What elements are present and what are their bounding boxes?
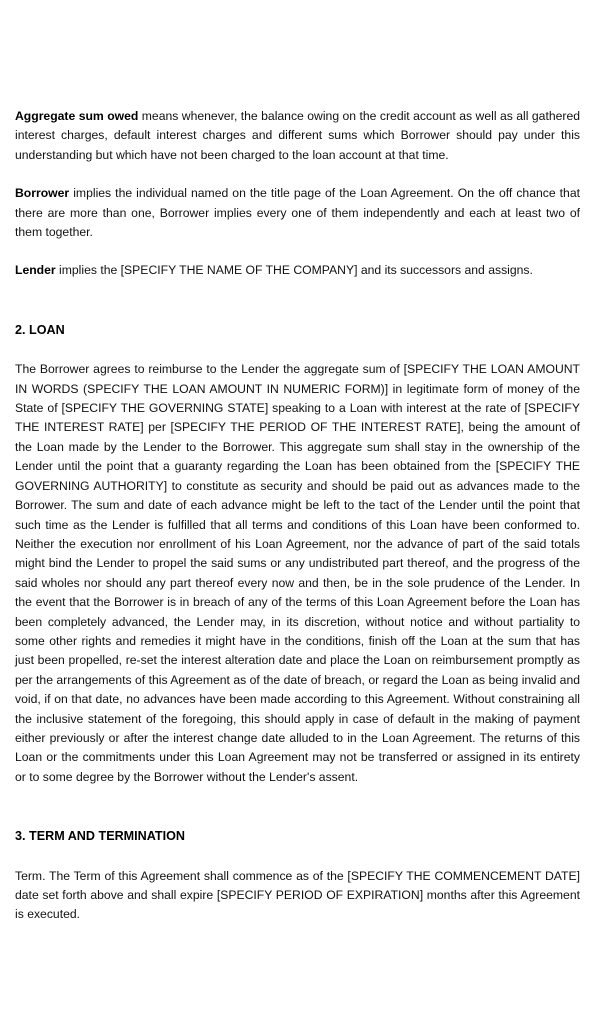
document-content (15, 107, 580, 925)
definition-term: Lender (15, 263, 56, 278)
definition-term: Borrower (15, 186, 70, 201)
section-body-term: Term. The Term of this Agreement shall commence as of the [SPECIFY THE COMMENCEMENT DATE] date set forth above and shall expire [SPECIFY PERIOD OF EXPIRATION] months after this Agreement is executed. (15, 868, 580, 922)
definition-text: means whenever, the balance owing on the credit account as well as all gathered interest charges, default interest charges and different sums which Borrower should pay under this understanding but which have not been charged to the loan account at that time. (15, 109, 580, 162)
definition-text: implies the [SPECIFY THE NAME OF THE COMPANY] and its successors and assigns. (55, 263, 533, 278)
definition-borrower (15, 184, 580, 242)
definition-text: implies the individual named on the title page of the Loan Agreement. On the off chance that there are more than one, Borrower implies every one of them independently and each at least two of them together. (15, 186, 580, 240)
definition-term: Aggregate sum owed (15, 109, 139, 123)
section-heading-term-and-termination: 3. TERM AND TERMINATION (15, 829, 186, 844)
definition-lender (15, 261, 580, 280)
definition-aggregate-sum-owed (15, 107, 580, 165)
section-heading-loan: 2. LOAN (15, 322, 65, 337)
section-body-loan: The Borrower agrees to reimburse to the Lender the aggregate sum of [SPECIFY THE LOAN AMOUNT IN WORDS (SPECIFY THE LOAN AMOUNT IN NUMERIC FORM)] in legitimate form of money of the State of [SPECIFY THE GOVERNING STATE] speaking to a Loan with interest at the rate of [SPECIFY THE INTEREST RATE] per [SPECIFY THE PERIOD OF THE INTEREST RATE], being the amount of the Loan made by the Lender to the Borrower. This aggregate sum shall stay in the ownership of the Lender until the point that a guaranty regarding the Loan has been obtained from the [SPECIFY THE GOVERNING AUTHORITY] to constitute as security and should be paid out as advances made to the Borrower. The sum and date of each advance might be left to the tact of the Lender until the point that such time as the Lender is fulfilled that all terms and conditions of this Loan have been conformed to. Neither the execution nor enrollment of his Loan Agreement, nor the advance of part of the said totals might bind the Lender to propel the said sums or any undistributed part thereof, and the progress of the said wholes nor should any part thereof every now and then, be in the sole prudence of the Lender. In the event that the Borrower is in breach of any of the terms of this Loan Agreement before the Loan has been completely advanced, the Lender may, in its discretion, without notice and without partiality to some other rights and remedies it might have in the conditions, finish off the Loan at the sum that has just been propelled, re-set the interest alteration date and place the Loan on reimbursement promptly as per the arrangements of this Agreement as of the date of breach, or regard the Loan as being invalid and void, if on that date, no advances have been made according to this Agreement. Without constraining all the inclusive statement of the foregoing, this should apply in case of default in the making of payment either previously or after the interest change date alluded to in the Loan Agreement. The returns of this Loan or the commitments under this Loan Agreement may not be transferred or assigned in its entirety or to some degree by the Borrower without the Lender's assent. (15, 362, 580, 784)
